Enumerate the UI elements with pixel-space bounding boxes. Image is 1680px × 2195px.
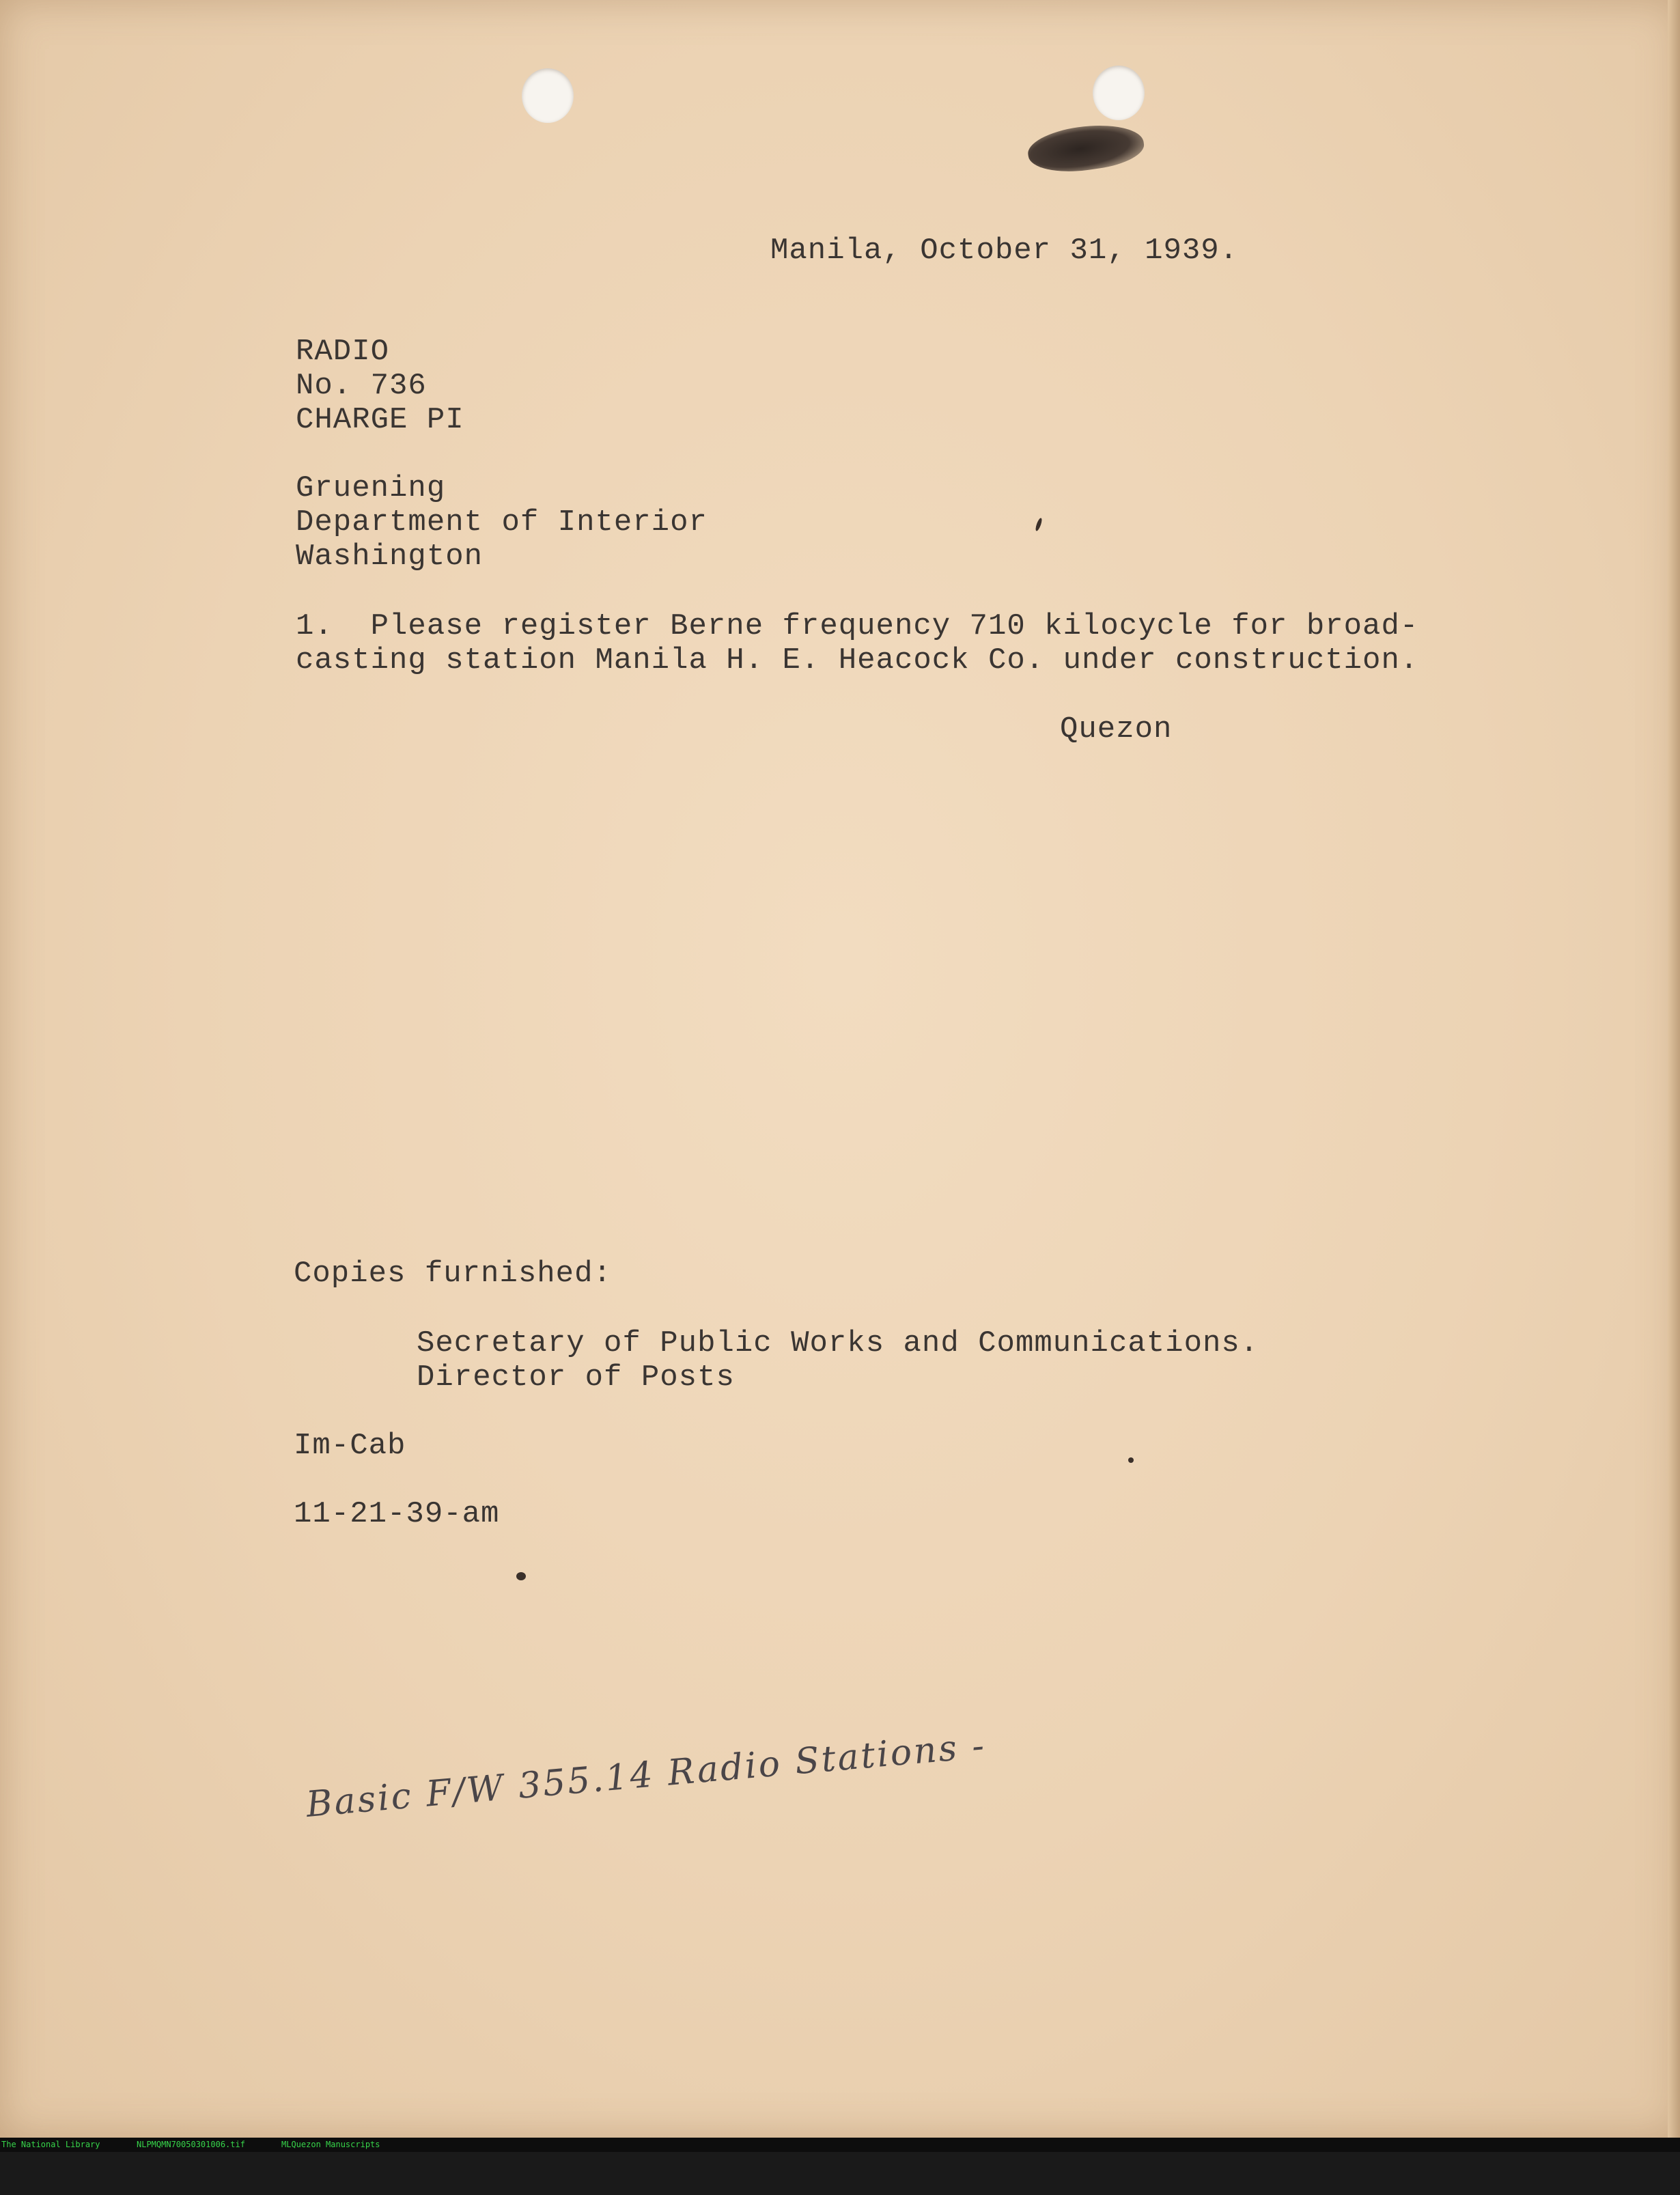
body-line: 1. Please register Berne frequency 710 kilocycle for broad- (296, 609, 1419, 643)
paper-speck (1128, 1457, 1134, 1463)
ink-stain (1025, 118, 1146, 178)
punch-hole-left (522, 68, 574, 123)
charge-line: CHARGE PI (296, 403, 464, 437)
paper-speck (516, 1572, 526, 1580)
radio-header-line: RADIO (296, 335, 390, 369)
copies-recipient: Director of Posts (417, 1360, 735, 1395)
dateline: Manila, October 31, 1939. (770, 234, 1239, 268)
addressee-name: Gruening (296, 471, 446, 505)
typist-initials: Im-Cab (294, 1429, 406, 1463)
handwritten-file-note (300, 1721, 1079, 1858)
scan-footer-bar (0, 2138, 1680, 2152)
signature: Quezon (1060, 712, 1173, 746)
addressee-city: Washington (296, 540, 484, 574)
copies-heading: Copies furnished: (294, 1257, 612, 1291)
footer-file-id: NLPMQMN70050301006.tif (137, 2140, 245, 2149)
paper-speck (1035, 518, 1043, 532)
footer-collection: MLQuezon Manuscripts (281, 2140, 380, 2149)
body-line: casting station Manila H. E. Heacock Co. under construction. (296, 643, 1419, 677)
addressee-department: Department of Interior (296, 505, 708, 540)
footer-library: The National Library (1, 2140, 100, 2149)
paper-right-edge (1668, 0, 1680, 2138)
radio-number-line: No. 736 (296, 369, 427, 403)
punch-hole-right (1093, 66, 1145, 120)
transmit-date: 11-21-39-am (294, 1497, 500, 1531)
copies-recipient: Secretary of Public Works and Communications. (417, 1326, 1259, 1360)
handwritten-note-text: Basic F/W 355.14 Radio Stations - (304, 1725, 988, 1826)
